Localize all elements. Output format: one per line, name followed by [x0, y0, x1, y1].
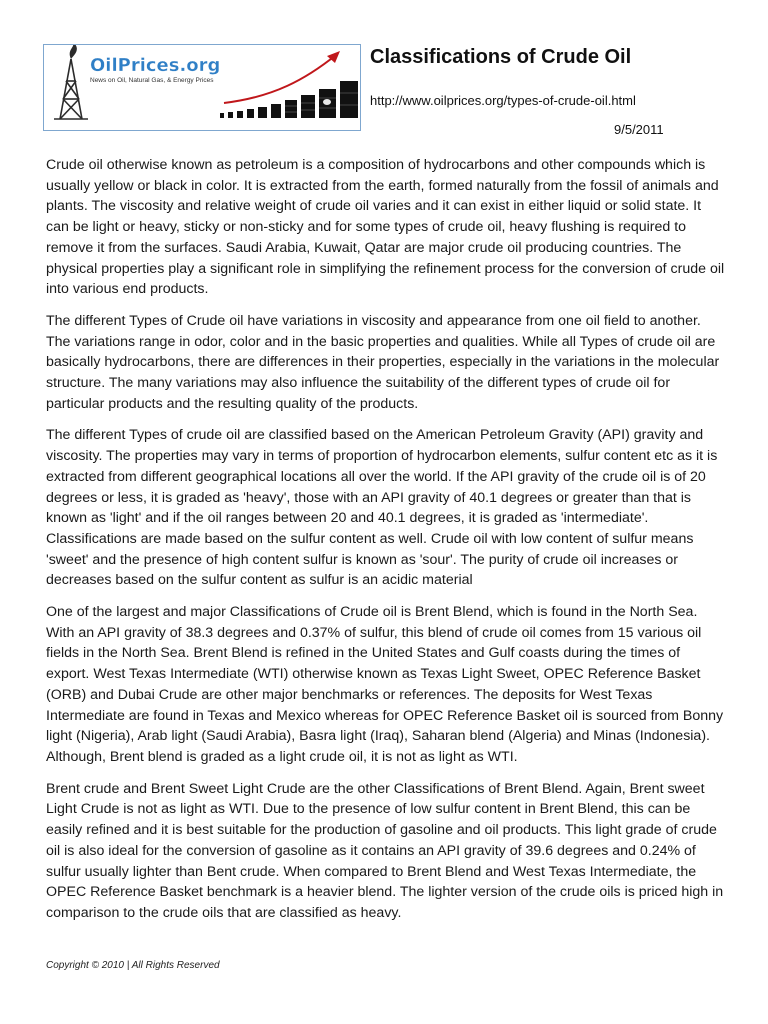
- paragraph: One of the largest and major Classifications of Crude oil is Brent Blend, which is found in the North Sea. With an API gravity of 38.3 degrees and 0.37% of sulfur, this blend of crude oil comes from 15 various oil fields in the North Sea. Brent Blend is refined in the United States and Gulf coasts during the times of export. West Texas Intermediate (WTI) otherwise known as Texas Light Sweet, OPEC Reference Basket (ORB) and Dubai Crude are other major benchmarks or references. The deposits for West Texas Intermediate are found in Texas and Mexico whereas for OPEC Reference Basket oil is sourced from Bonny light (Nigeria), Arab light (Saudi Arabia), Basra light (Iraq), Saharan blend (Algeria) and Minas (Indonesia). Although, Brent blend is graded as a light crude oil, it is not as light as WTI.: [46, 604, 724, 765]
- paragraph: Brent crude and Brent Sweet Light Crude are the other Classifications of Brent Blend. Again, Brent sweet Light Crude is not as light as WTI. Due to the presence of low sulfur content in Brent Blend, this can be easily refined and it is best suitable for the production of gasoline and oil products. This light grade of crude oil is also ideal for the conversion of gasoline as it contains an API gravity of 39.6 degrees and 0.24% of sulfur usually lighter than Bent crude. When compared to Brent Blend and West Texas Intermediate, the OPEC Reference Basket benchmark is a heavier blend. The lighter version of the crude oils is priced high in comparison to the crude oils that are classified as heavy.: [46, 780, 724, 921]
- paragraph: The different Types of crude oil are classified based on the American Petroleum Gravity (API) gravity and viscosity. The properties may vary in terms of proportion of hydrocarbon elements, sulfur content etc as it is extracted from different geographical locations all over the world. If the API gravity of the crude oil is of 20 degrees or less, it is graded as 'heavy', those with an API gravity of 40.1 degrees or greater than that is known as 'light' and if the oil ranges between 20 and 40.1 degrees, it is graded as 'intermediate'. Classifications are made based on the sulfur content as well. Crude oil with low content of sulfur means 'sweet' and the presence of high content sulfur is known as 'sour'. The purity of crude oil increases or decreases based on the sulfur content as sulfur is an acidic material: [46, 427, 718, 589]
- oilprices-logo: [44, 45, 360, 130]
- publish-date: 9/5/2011: [614, 122, 664, 137]
- paragraph: The different Types of Crude oil have variations in viscosity and appearance from one oil field to another. The variations range in odor, color and in the basic properties and qualities. While all Types of crude oil are basically hydrocarbons, there are differences in their properties, especially in the variations in the molecular structure. The many variations may also influence the suitability of the different types of crude oil for particular products and the resulting quality of the products.: [46, 312, 720, 412]
- logo-tagline: News on Oil, Natural Gas, & Energy Prices: [90, 77, 214, 84]
- oil-derrick-icon: [54, 59, 88, 119]
- paragraph: Crude oil otherwise known as petroleum is a composition of hydrocarbons and other compounds which is usually yellow or black in color. It is extracted from the earth, formed naturally from the fossil of animals and plants. The viscosity and relative weight of crude oil varies and it can exist in either liquid or solid state. It can be light or heavy, sticky or non-sticky and for some types of crude oil, heavy flushing is required to remove it from the surfaces. Saudi Arabia, Kuwait, Qatar are major crude oil producing countries. The physical properties play a significant role in simplifying the refinement process for the conversion of crude oil into various end products.: [46, 157, 725, 298]
- site-logo-banner[interactable]: [43, 44, 361, 131]
- article-body: [46, 155, 726, 935]
- logo-text: OilPrices.org: [90, 55, 221, 76]
- page-title: Classifications of Crude Oil: [370, 46, 632, 68]
- copyright-footer: Copyright © 2010 | All Rights Reserved: [46, 960, 220, 971]
- source-url[interactable]: http://www.oilprices.org/types-of-crude-oil.html: [370, 93, 636, 108]
